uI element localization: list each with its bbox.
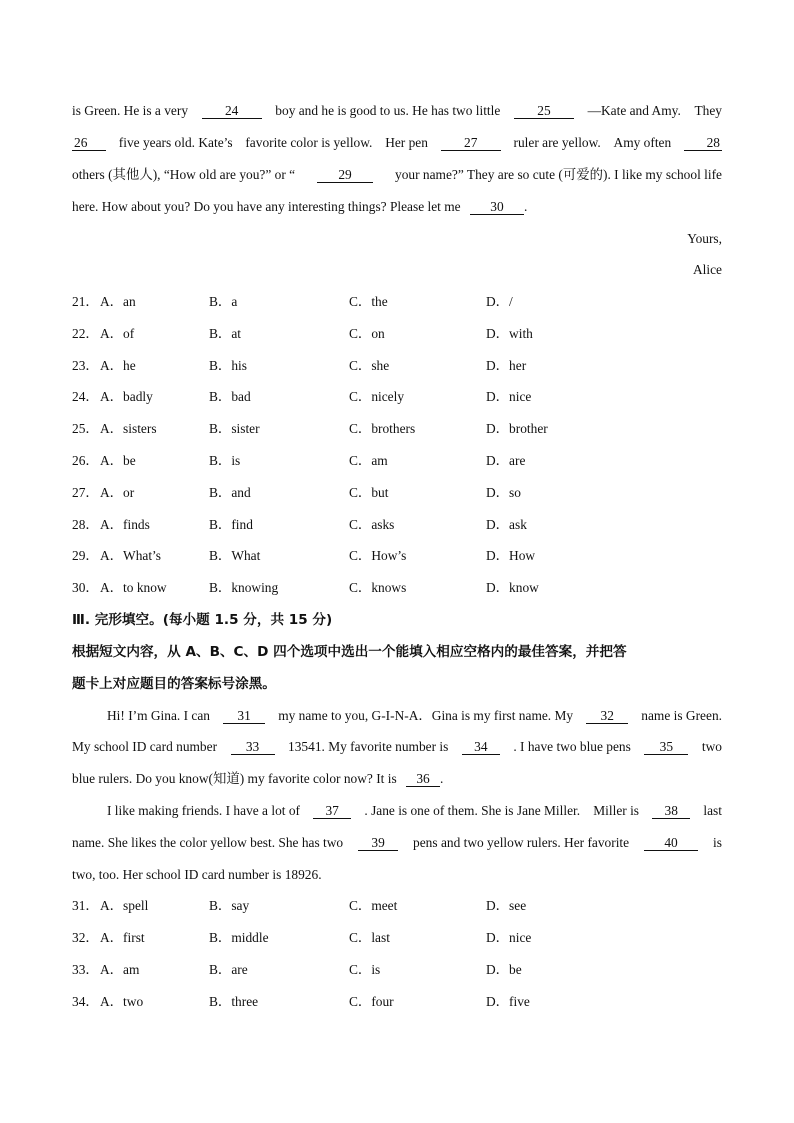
text-span: favorite color is yellow. [245,135,373,150]
blank-36: 36 [406,771,440,787]
passage2-line-5 [72,834,722,852]
option-d: D．so [486,484,521,500]
option-a: A．finds [100,516,150,532]
question-row [72,929,722,947]
question-number: 24． [72,389,99,405]
option-d: D．see [486,898,527,913]
passage1-line-4 [72,198,722,216]
option-c: C．four [349,994,394,1009]
text-span: boy and he is good to us. He has two little [275,103,501,118]
option-c: C．the [349,294,388,309]
blank-29: 29 [317,167,373,183]
question-row [72,388,722,406]
option-d: D．How [486,548,536,564]
passage2-line-3 [72,770,722,788]
option-d: D．brother [486,421,548,437]
option-b: B．middle [209,930,269,945]
passage1-line-2 [72,134,722,152]
option-b: B．bad [209,389,251,405]
option-b: B．is [209,453,241,468]
text-span: Her pen [385,135,428,150]
question-number: 34． [72,994,99,1009]
letter-closing: Yours, [687,231,722,246]
blank-32: 32 [586,708,628,724]
option-d: D．her [486,357,527,373]
blank-31: 31 [223,708,265,724]
text-span: last [703,803,722,818]
text-span: My school ID card number [72,739,218,754]
option-a: A．first [100,930,145,945]
option-a: A．What’s [100,548,161,564]
option-c: C．brothers [349,421,416,437]
option-a: A．badly [100,389,153,405]
blank-33: 33 [231,739,275,755]
option-a: A．be [100,453,136,468]
option-d: D．know [486,580,539,596]
question-number: 28． [72,516,99,532]
option-d: D．ask [486,516,527,532]
question-row [72,420,722,438]
option-a: A．of [100,325,135,341]
section-heading: Ⅲ. 完形填空。(每小题 1.5 分，共 15 分) [72,612,333,628]
option-b: B．three [209,994,259,1009]
question-number: 29． [72,548,99,564]
text-span: —Kate and Amy. [587,103,681,118]
option-b: B．a [209,294,238,309]
question-number: 27． [72,484,99,500]
question-row [72,547,722,565]
blank-25: 25 [514,103,574,119]
option-d: D．are [486,453,526,468]
option-d: D．nice [486,389,532,405]
text-span: . [523,199,528,214]
question-number: 23． [72,357,99,373]
option-a: A．an [100,294,136,309]
question-number: 21． [72,294,99,309]
blank-28: 28 [684,135,722,151]
text-span: ruler are yellow. [513,135,601,150]
option-b: B．sister [209,421,260,437]
question-row [72,452,722,470]
option-a: A．spell [100,898,149,913]
text-span: name. She likes the color yellow best. She has two [72,835,344,850]
option-d: D．/ [486,294,513,309]
option-c: C．meet [349,898,398,913]
passage2-line-6: two, too. Her school ID card number is 18926. [72,867,322,882]
text-span: . I have two blue pens [513,739,631,754]
option-c: C．knows [349,580,407,596]
text-span: is [713,835,722,850]
text-span: name is Green. [641,708,722,723]
text-span: Hi! I’m Gina. I can [107,708,210,723]
option-d: D．be [486,962,522,977]
option-a: A．he [100,357,136,373]
option-d: D．with [486,325,533,341]
text-span: . Jane is one of them. She is Jane Miller. [364,803,581,818]
question-number: 26． [72,453,99,468]
blank-26: 26 [72,135,106,151]
question-row [72,357,722,375]
question-row [72,293,722,311]
question-number: 32． [72,930,99,945]
text-span: I like making friends. I have a lot of [107,803,300,818]
passage1-line-3 [72,166,722,184]
option-b: B．knowing [209,580,279,596]
question-number: 33． [72,962,99,977]
option-b: B．find [209,516,253,532]
text-span: Miller is [593,803,640,818]
passage1-line-1 [72,102,722,120]
option-a: A．two [100,994,144,1009]
option-b: B．his [209,357,247,373]
blank-35: 35 [644,739,688,755]
text-span: others (其他人), “How old are you?” or “ [72,167,296,182]
question-row [72,897,722,915]
instruction-line-2: 题卡上对应题目的答案标号涂黑。 [72,676,276,692]
text-span: is Green. He is a very [72,103,189,118]
option-c: C．on [349,325,385,341]
question-row [72,516,722,534]
question-row [72,484,722,502]
text-span: 13541. My favorite number is [288,739,449,754]
option-d: D．five [486,994,530,1009]
question-row [72,961,722,979]
instruction-line-1 [72,643,722,661]
option-b: B．and [209,484,251,500]
option-a: A．am [100,962,140,977]
question-row [72,325,722,343]
option-c: C．she [349,357,390,373]
option-a: A．sisters [100,421,157,437]
text-span: pens and two yellow rulers. Her favorite [413,835,630,850]
text-span: your name?” They are so cute (可爱的). I like my school life [395,167,722,182]
option-c: C．asks [349,516,395,532]
option-c: C．last [349,930,390,945]
blank-40: 40 [644,835,698,851]
question-number: 30． [72,580,99,596]
text-span: two [701,739,722,754]
text-span: blue rulers. Do you know(知道) my favorite color now? It is [72,771,397,786]
text-span: my name to you, G-I-N-A．Gina is my first name. My [278,708,574,723]
question-row [72,579,722,597]
option-c: C．but [349,484,389,500]
option-c: C．am [349,453,388,468]
blank-37: 37 [313,803,351,819]
question-number: 22． [72,325,99,341]
blank-30: 30 [470,199,524,215]
text-span: . [440,771,444,786]
question-number: 31． [72,898,99,913]
blank-39: 39 [358,835,398,851]
letter-signature: Alice [693,262,722,277]
option-d: D．nice [486,930,532,945]
blank-34: 34 [462,739,500,755]
option-b: B．What [209,548,261,564]
passage2-line-1 [107,707,722,725]
option-b: B．at [209,325,241,341]
text-span: here. How about you? Do you have any interesting things? Please let me [72,199,461,214]
blank-27: 27 [441,135,501,151]
option-c: C．How’s [349,548,407,564]
question-row [72,993,722,1011]
option-b: B．say [209,898,250,913]
text-span: They [694,103,722,118]
text-span: five years old. Kate’s [118,135,233,150]
question-number: 25． [72,421,99,437]
option-c: C．is [349,962,381,977]
text-span: Amy often [613,135,672,150]
option-b: B．are [209,962,248,977]
blank-24: 24 [202,103,262,119]
text-span: 根据短文内容，从 A、B、C、D 四个选项中选出一个能填入相应空格内的最佳答案，并把答 [72,644,627,660]
passage2-line-2 [72,738,722,756]
blank-38: 38 [652,803,690,819]
option-a: A．or [100,484,135,500]
option-c: C．nicely [349,389,405,405]
option-a: A．to know [100,580,167,596]
passage2-line-4 [107,802,722,820]
